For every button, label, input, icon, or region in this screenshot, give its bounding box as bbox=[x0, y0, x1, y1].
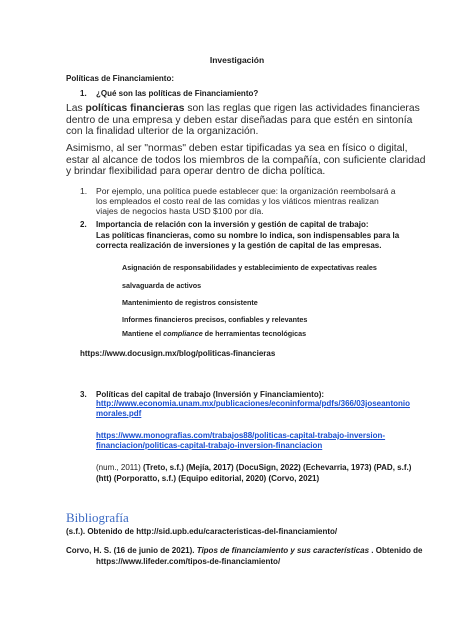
paragraph-line: Asimismo, al ser "normas" deben estar tipificadas ya sea en físico o digital, bbox=[66, 143, 408, 154]
list-line: viajes de negocios hasta USD $100 por día. bbox=[96, 206, 264, 216]
section-heading: Políticas de Financiamiento: bbox=[66, 74, 175, 83]
ref-line: Corvo, H. S. (16 de junio de 2021). Tipos de financiamiento y sus características . Obtenido de bbox=[66, 546, 423, 555]
citation: (num., 2011) bbox=[96, 463, 141, 472]
page-title: Investigación bbox=[209, 55, 265, 65]
link-line: morales.pdf bbox=[96, 409, 142, 418]
bibliography-ref: (s.f.). Obtenido de http://sid.upb.edu/caracteristicas-del-financiamiento/ bbox=[66, 527, 338, 536]
list-number: 3. bbox=[80, 390, 87, 399]
citation-line bbox=[96, 473, 411, 484]
monografias-link[interactable] bbox=[96, 431, 385, 451]
question-number: 1. bbox=[80, 89, 87, 98]
paragraph-line: y brindar flexibilidad para operar dentro de dicha política. bbox=[66, 166, 326, 177]
source-url: https://www.docusign.mx/blog/politicas-financieras bbox=[80, 349, 276, 358]
list-title: Políticas del capital de trabajo (Inversión y Financiamiento): bbox=[96, 390, 325, 399]
paragraph-norms bbox=[66, 143, 456, 178]
citation-line bbox=[96, 462, 411, 473]
citation: (Treto, s.f.) (Mejía, 2017) (DocuSign, 2022) (Echevarria, 1973) (PAD, s.f.) bbox=[140, 463, 412, 472]
list-number: 2. bbox=[80, 220, 87, 229]
list-line: Por ejemplo, una política puede establecer que: la organización reembolsará a bbox=[96, 186, 396, 196]
list-item: Mantenimiento de registros consistente bbox=[122, 298, 258, 307]
ref-line: https://www.lifeder.com/tipos-de-financiamiento/ bbox=[96, 557, 281, 566]
paragraph-definition bbox=[66, 103, 446, 138]
list-item: salvaguarda de activos bbox=[122, 281, 202, 290]
list-item-example bbox=[96, 186, 456, 216]
list-line: los empleados el costo real de las comidas y los viáticos mientras realizan bbox=[96, 196, 379, 206]
list-title: Importancia de relación con la inversión y gestión de capital de trabajo: bbox=[96, 220, 369, 229]
unam-link[interactable] bbox=[96, 399, 410, 419]
question-title: ¿Qué son las políticas de Financiamiento? bbox=[96, 89, 259, 98]
list-item: Asignación de responsabilidades y establecimiento de expectativas reales bbox=[122, 263, 377, 272]
list-number: 1. bbox=[80, 186, 88, 196]
paragraph-line: con la finalidad ulterior de la organización. bbox=[66, 126, 259, 137]
link-line: http://www.economia.unam.mx/publicaciones/econinforma/pdfs/366/03joseantonio bbox=[96, 399, 410, 408]
bibliography-heading: Bibliografía bbox=[66, 510, 129, 525]
list-item: Informes financieros precisos, confiables y relevantes bbox=[122, 315, 308, 324]
link-line: https://www.monografias.com/trabajos88/politicas-capital-trabajo-inversion- bbox=[96, 431, 386, 440]
bibliography-ref bbox=[66, 545, 422, 567]
bold-term: políticas financieras bbox=[85, 103, 185, 114]
link-line: financiacion/politicas-capital-trabajo-inversion-financiacion bbox=[96, 441, 323, 450]
paragraph-line: Las políticas financieras son las reglas que rigen las actividades financieras bbox=[66, 103, 420, 114]
list-line: correcta realización de inversiones y la gestión de capital de las empresas. bbox=[96, 241, 382, 250]
list-line: Las políticas financieras, como su nombre lo indica, son indispensables para la bbox=[96, 230, 400, 240]
paragraph-line: estar al alcance de todos los miembros de la compañía, con suficiente claridad bbox=[66, 154, 426, 166]
citation: (htt) (Porporatto, s.f.) (Equipo editorial, 2020) (Corvo, 2021) bbox=[96, 474, 320, 483]
paragraph-line: dentro de una empresa y deben estar diseñadas para que estén en sintonía bbox=[66, 114, 413, 126]
list-item-importance bbox=[96, 220, 466, 252]
list-item: Mantiene el compliance de herramientas tecnológicas bbox=[122, 329, 307, 338]
citations bbox=[96, 462, 411, 484]
